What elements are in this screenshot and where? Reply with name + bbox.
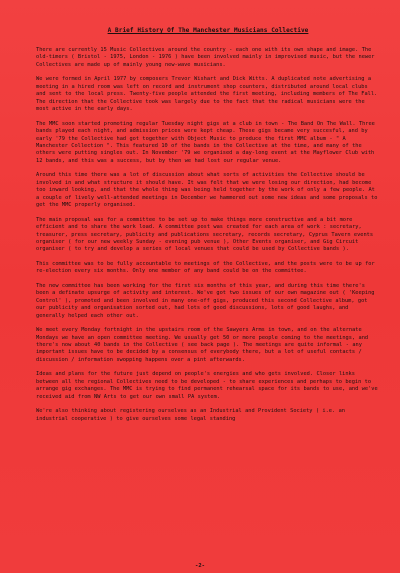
paragraph-committee-proposal: The main proposal was for a committee to be set up to make things more constructive and a bit more efficient and to share the work load. A committee post was created for each area of work : secretary, treasurer, press secretary, publicity and publications secretary, records secretary, Cyprus Tavern events organiser ( for our new weekly Sunday - evening pub venue ), Other Events organiser, and Gig Circuit organiser ( to try and develop a series of local venues that could be used by Collective bands ).: [36, 216, 374, 253]
paragraph-collectives-overview: There are currently 15 Music Collectives around the country - each one with its own shape and image. The old-timers ( Bristol - 1975, London - 1976 ) have been involved mainly in improvised music, but the newer Collectives are made up of mainly young new-wave musicians.: [36, 47, 375, 68]
paragraph-formation: We were formed in April 1977 by composers Trevor Wishart and Dick Witts. A duplicated note advertising a meeting in a hired room was left on record and instrument shop counters, distributed around local clubs and sent to the local press. Twenty-five people attended the first meeting, including members of The Fall. The direction that the Collective took was largely due to the fact that the radical musicians were the most active in the early days.: [36, 76, 378, 113]
paragraph-direction-discussion: Around this time there was a lot of discussion about what sorts of activities the Collective should be involved in and what structure it should have. It was felt that we were losing our direction, had become too inward looking, and that the whole thing was being held together by the work of only a few people. At a couple of lively well-attended meetings in December we hammered out some new ideas and some proposals to get the MMC properly organised.: [36, 172, 378, 209]
paragraph-meetings: We meet every Monday fortnight in the upstairs room of the Sawyers Arms in town, and on the alternate Mondays we have an open committee meeting. We usually get 50 or more people coming to the meetings, and there's now about 40 bands in the Collective ( see back page ). The meetings are quite informal - any important issues have to be decided by a consensus of everybody there, but a lot of useful contacts / discussion / information swopping happens over a pint afterwards.: [36, 327, 369, 363]
paragraph-committee-accountability: This committee was to be fully accountable to meetings of the Collective, and the posts were to be up for re-election every six months. Only one member of any band could be on the committee.: [36, 260, 375, 275]
paragraph-committee-progress: The new committee has been working for the first six months of this year, and during this time there's been a definate upsurge of activity and interest. We've got two issues of our own magazine out ( 'Keeping Control' ), promoted and been involved in many one-off gigs, produced this second Collective album, got our publicity and organisation sorted out, had lots of good discussions, lots of good laughs, and generally helped each other out.: [36, 282, 375, 319]
document-title: A Brief History Of The Manchester Musicians Collective: [107, 27, 309, 34]
paragraph-early-gigs: The MMC soon started promoting regular Tuesday night gigs at a club in town - The Band On The Wall. Three bands played each night, and admission prices were kept cheap. These gigs became very succesful, and by early '79 the Collective had got together with Object Music to produce the first MMC album - " A Manchester Collection ". This featured 10 of the bands in the Collective at the time, and many of the others were putting singles out. In November '79 we organised a day-long event at the Mayflower Club with 12 bands, and this was a success, but by then we had lost our regular venue.: [36, 120, 375, 164]
paragraph-future-plans: Ideas and plans for the future just depend on people's energies and who gets involved. Closer links between all the regional Collectives need to be developed - to share experiences and perhaps to begin to arrange gig exchanges. The MMC is trying to find permanent rehearsal space for its bands to use, and we've received aid from NW Arts to get our own small PA system.: [36, 371, 378, 400]
paragraph-cooperative: We're also thinking about registering ourselves as an Industrial and Provident Society ( i.e. an industrial cooperative ) to give ourselves some legal standing: [36, 408, 345, 422]
page-number: -2-: [195, 563, 205, 569]
